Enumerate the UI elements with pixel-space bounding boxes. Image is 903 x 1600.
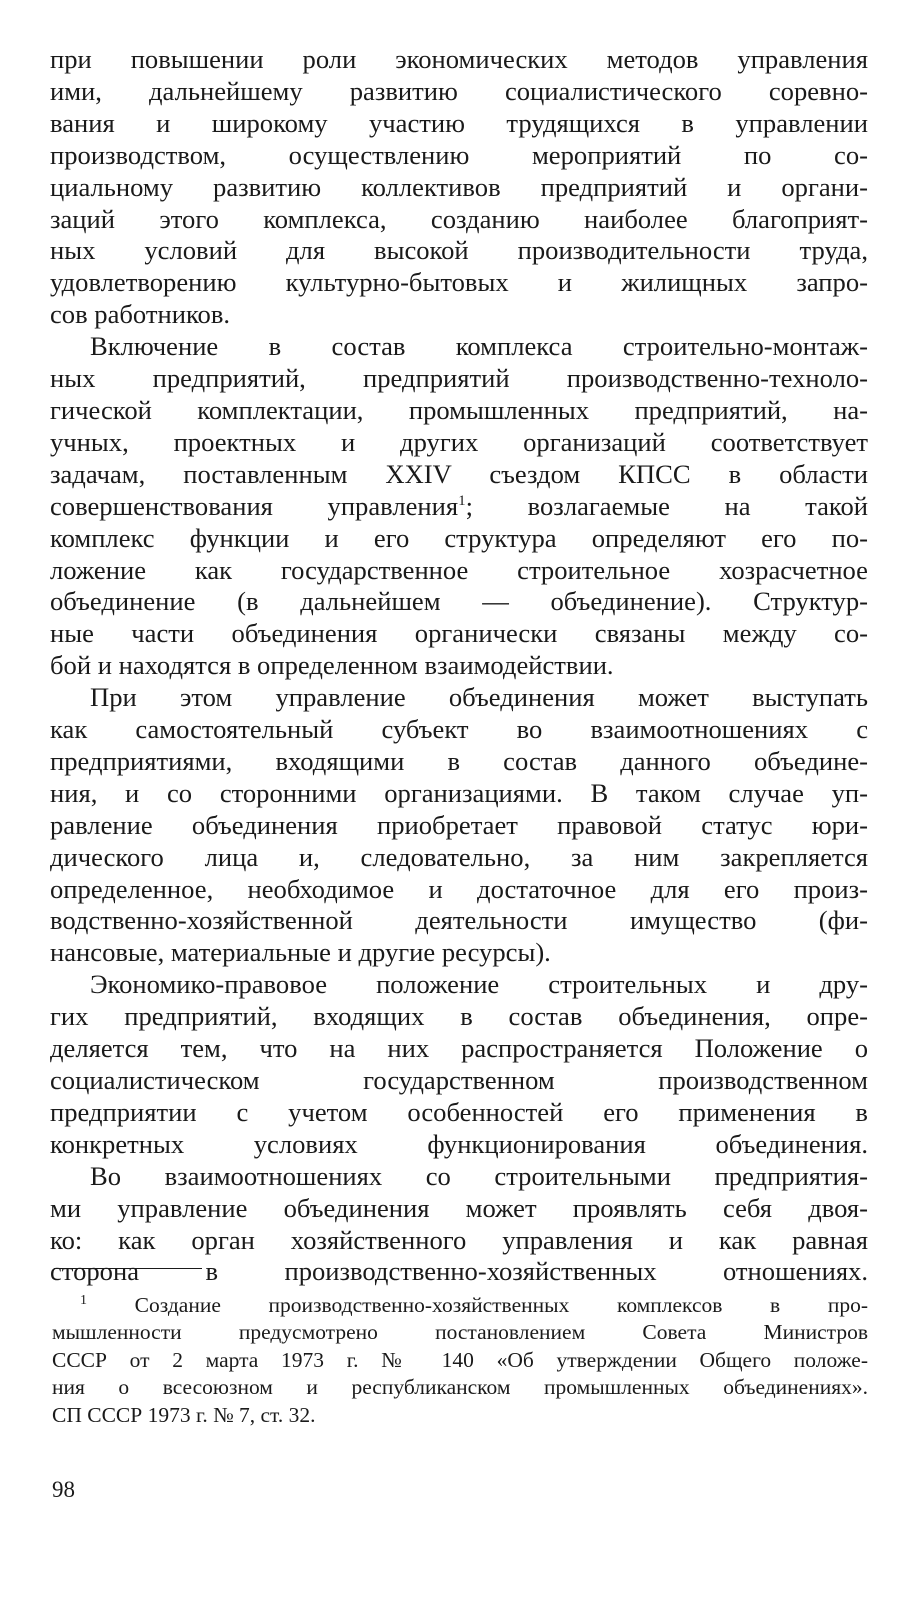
page-number: 98: [52, 1477, 75, 1502]
paragraph-4: [50, 969, 868, 1160]
text-line: гих предприятий, входящих в состав объединения, опре-: [50, 1001, 868, 1032]
text-line-with-footnote: [50, 491, 868, 523]
text-line: задачам, поставленным XXIV съездом КПСС в области: [50, 458, 868, 489]
text-line: бой и находятся в определенном взаимодействии.: [50, 650, 614, 681]
text-line: дического лица и, следовательно, за ним закрепляется: [50, 841, 868, 872]
footnote-divider: [54, 1268, 202, 1269]
text-line: конкретных условиях функционирования объединения.: [50, 1128, 868, 1159]
text-line: ные части объединения органически связаны между со-: [50, 618, 868, 649]
text-line: учных, проектных и других организаций соответствует: [50, 426, 868, 457]
text-line: производством, осуществлению мероприятий по со-: [50, 139, 868, 170]
text-line: ложение как государственное строительное хозрасчетное: [50, 554, 868, 585]
text-line: комплекс функции и его структура определяют его по-: [50, 522, 868, 553]
footnote-line: [52, 1292, 868, 1319]
footnote-line: ния о всесоюзном и республиканском промышленных объединениях».: [52, 1375, 868, 1400]
text-line: как самостоятельный субъект во взаимоотношениях с: [50, 714, 868, 745]
text-line: гической комплектации, промышленных предприятий, на-: [50, 394, 868, 425]
text-line: предприятии с учетом особенностей его применения в: [50, 1096, 868, 1127]
footnote-marker: 1: [458, 492, 466, 509]
text-fragment: совершенствования управления: [50, 490, 459, 521]
text-line: циальному развитию коллективов предприятий и органи-: [50, 171, 868, 202]
text-line: ми управление объединения может проявлять себя двоя-: [50, 1192, 868, 1223]
text-line: вания и широкому участию трудящихся в управлении: [50, 107, 868, 138]
footnote-line: СП СССР 1973 г. № 7, ст. 32.: [52, 1402, 316, 1427]
text-line: при повышении роли экономических методов управления: [50, 44, 868, 74]
footnote-text: Создание производственно-хозяйственных комплексов в про-: [134, 1293, 869, 1317]
text-line: ими, дальнейшему развитию социалистического соревно-: [50, 75, 868, 106]
text-line: Во взаимоотношениях со строительными предприятия-: [90, 1160, 868, 1191]
text-line: сов работников.: [50, 299, 231, 330]
text-line: Включение в состав комплекса строительно-монтаж-: [90, 331, 868, 362]
footnote: [52, 1292, 868, 1429]
paragraph-5: [50, 1161, 868, 1289]
text-line: ных предприятий, предприятий производственно-техноло-: [50, 363, 868, 394]
paragraph-3: [50, 682, 868, 969]
text-line: водственно-хозяйственной деятельности имущество (фи-: [50, 905, 868, 936]
text-line: заций этого комплекса, созданию наиболее благоприят-: [50, 203, 868, 234]
text-line: ния, и со сторонними организациями. В таком случае уп-: [50, 777, 868, 808]
text-line: удовлетворению культурно-бытовых и жилищных запро-: [50, 267, 868, 298]
footnote-mark: 1: [80, 1292, 87, 1308]
footnote-line: мышленности предусмотрено постановлением Совета Министров: [52, 1320, 868, 1345]
text-line: Экономико-правовое положение строительных и дру-: [90, 969, 868, 1000]
main-text: [50, 44, 868, 1288]
text-line: определенное, необходимое и достаточное для его произ-: [50, 873, 868, 904]
text-line: ных условий для высокой производительности труда,: [50, 235, 868, 266]
text-fragment: ; возлагаемые на такой: [465, 490, 869, 521]
text-line: нансовые, материальные и другие ресурсы).: [50, 937, 551, 968]
footnote-line: СССР от 2 марта 1973 г. № 140 «Об утверждении Общего положе-: [52, 1347, 868, 1372]
text-line: При этом управление объединения может выступать: [90, 682, 868, 713]
text-line: объединение (в дальнейшем — объединение). Структур-: [50, 586, 868, 617]
paragraph-1: [50, 44, 868, 331]
text-line: равление объединения приобретает правовой статус юри-: [50, 809, 868, 840]
paragraph-2: [50, 331, 868, 682]
text-line: предприятиями, входящими в состав данного объедине-: [50, 745, 868, 776]
text-line: ко: как орган хозяйственного управления и как равная: [50, 1224, 868, 1255]
text-line: социалистическом государственном производственном: [50, 1065, 868, 1095]
text-line: сторона в производственно-хозяйственных отношениях.: [50, 1256, 868, 1287]
text-line: деляется тем, что на них распространяется Положение о: [50, 1033, 868, 1064]
